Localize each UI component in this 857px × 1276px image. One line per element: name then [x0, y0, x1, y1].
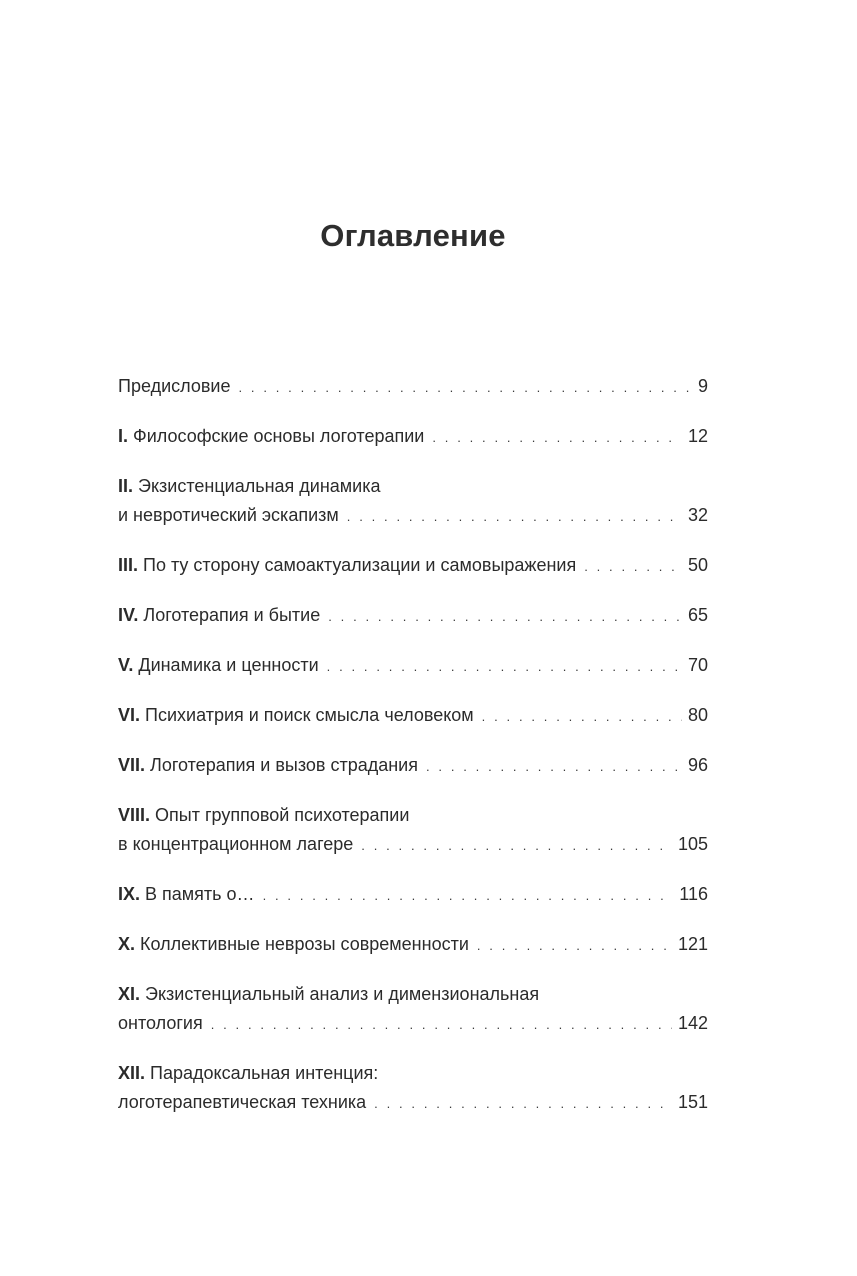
dot-leader — [374, 1089, 672, 1118]
toc-entry-page: 80 — [687, 705, 708, 725]
toc-entry-number: VI. — [118, 705, 141, 725]
toc-entry-chapter-1[interactable] — [118, 422, 708, 452]
toc-entry-title: Экзистенциальный анализ и димензиональная — [145, 984, 540, 1004]
toc-entry-number: IX. — [118, 884, 141, 904]
toc-entry-chapter-2[interactable] — [118, 472, 708, 531]
toc-entry-page: 151 — [677, 1092, 708, 1112]
dot-leader — [584, 552, 682, 581]
dot-leader — [477, 931, 672, 960]
toc-entry-title-continuation: и невротический эскапизм — [118, 505, 339, 525]
dot-leader — [328, 602, 682, 631]
toc-entry-page: 50 — [687, 555, 708, 575]
toc-entry-page: 142 — [677, 1013, 708, 1033]
toc-entry-number: IV. — [118, 605, 139, 625]
toc-entry-chapter-5[interactable] — [118, 651, 708, 681]
toc-entry-chapter-9[interactable] — [118, 880, 708, 910]
toc-entry-number: III. — [118, 555, 139, 575]
dot-leader — [361, 831, 672, 860]
table-of-contents — [118, 372, 708, 1138]
toc-entry-page: 96 — [687, 755, 708, 775]
toc-entry-number: I. — [118, 426, 129, 446]
toc-entry-title: Логотерапия и вызов страдания — [150, 755, 418, 775]
toc-entry-title: Предисловие — [118, 376, 231, 396]
toc-entry-title-continuation: логотерапевтическая техника — [118, 1092, 367, 1112]
toc-entry-page: 121 — [677, 934, 708, 954]
toc-entry-title-continuation: онтология — [118, 1013, 203, 1033]
toc-entry-chapter-12[interactable] — [118, 1059, 708, 1118]
toc-entry-number: II. — [118, 476, 134, 496]
toc-entry-title: По ту сторону самоактуализации и самовыражения — [143, 555, 577, 575]
toc-entry-page: 32 — [687, 505, 708, 525]
toc-entry-page: 105 — [677, 834, 708, 854]
toc-entry-title: Коллективные неврозы современности — [140, 934, 469, 954]
dot-leader — [347, 502, 682, 531]
dot-leader — [426, 752, 682, 781]
toc-entry-chapter-3[interactable] — [118, 551, 708, 581]
toc-entry-number: VII. — [118, 755, 146, 775]
toc-entry-page: 12 — [687, 426, 708, 446]
toc-entry-title: Психиатрия и поиск смысла человеком — [145, 705, 474, 725]
toc-entry-title: Логотерапия и бытие — [143, 605, 321, 625]
dot-leader — [327, 652, 682, 681]
toc-entry-chapter-8[interactable] — [118, 801, 708, 860]
dot-leader — [211, 1010, 672, 1039]
toc-entry-chapter-6[interactable] — [118, 701, 708, 731]
toc-entry-title: В память о… — [145, 884, 255, 904]
toc-entry-chapter-7[interactable] — [118, 751, 708, 781]
toc-entry-title: Парадоксальная интенция: — [150, 1063, 379, 1083]
toc-entry-title-continuation: в концентрационном лагере — [118, 834, 354, 854]
toc-entry-preface[interactable] — [118, 372, 708, 402]
toc-entry-number: XII. — [118, 1063, 146, 1083]
toc-entry-title: Философские основы логотерапии — [133, 426, 425, 446]
toc-entry-chapter-4[interactable] — [118, 601, 708, 631]
toc-entry-number: VIII. — [118, 805, 151, 825]
toc-entry-title: Опыт групповой психотерапии — [155, 805, 410, 825]
dot-leader — [432, 423, 682, 452]
toc-entry-page: 9 — [697, 376, 708, 396]
dot-leader — [238, 373, 692, 402]
toc-entry-page: 116 — [679, 884, 708, 904]
toc-entry-title: Динамика и ценности — [138, 655, 319, 675]
page-title: Оглавление — [320, 218, 506, 253]
dot-leader — [482, 702, 682, 731]
toc-entry-title: Экзистенциальная динамика — [138, 476, 381, 496]
toc-entry-number: X. — [118, 934, 136, 954]
toc-entry-chapter-11[interactable] — [118, 980, 708, 1039]
toc-entry-page: 70 — [687, 655, 708, 675]
toc-entry-number: V. — [118, 655, 134, 675]
toc-entry-number: XI. — [118, 984, 141, 1004]
toc-entry-page: 65 — [687, 605, 708, 625]
toc-entry-chapter-10[interactable] — [118, 930, 708, 960]
dot-leader — [263, 881, 674, 910]
